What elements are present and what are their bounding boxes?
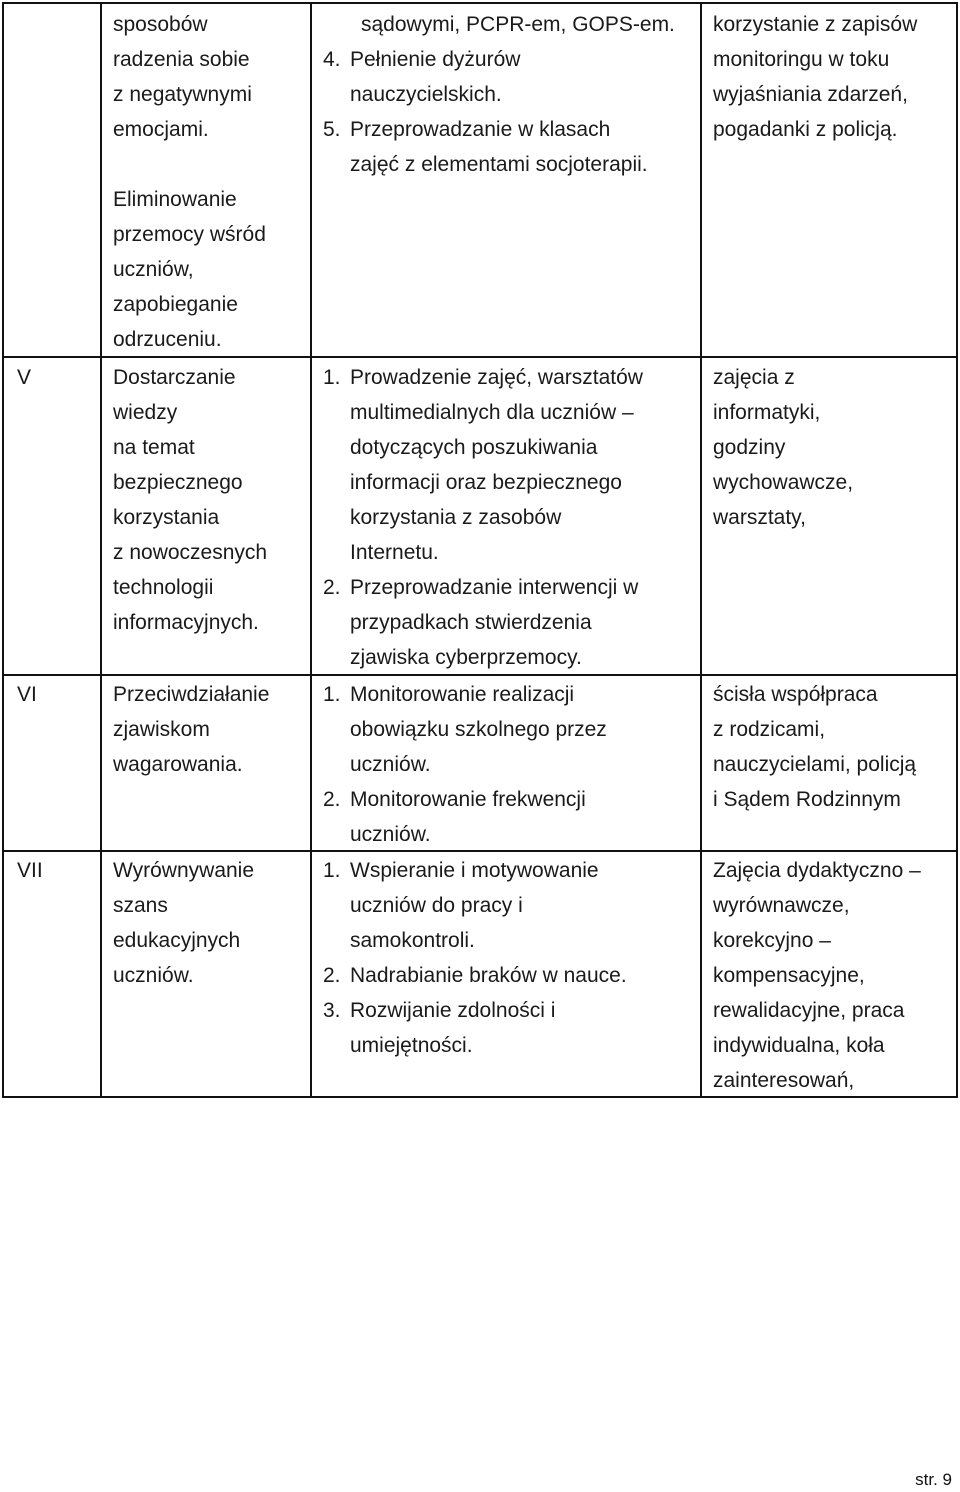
page-number: str. 9: [915, 1470, 952, 1489]
tasks-cell: [312, 358, 700, 674]
goal-line: Eliminowanie: [113, 188, 237, 211]
task-item: [312, 677, 700, 782]
row-number-cell: [4, 358, 100, 674]
program-table: [2, 2, 958, 1098]
forms-cell: [702, 4, 956, 356]
goal-line: Wyrównywanie: [113, 859, 255, 882]
task-number: 5.: [323, 118, 341, 141]
table-row: [4, 4, 956, 358]
row-number-cell: [4, 852, 100, 1096]
column-divider: [700, 4, 702, 1096]
task-item: [312, 993, 700, 1063]
form-line: zajęcia z: [713, 366, 795, 389]
goal-line: na temat: [113, 436, 195, 459]
table-row: [4, 358, 956, 676]
forms-cell: [702, 358, 956, 674]
task-item: [312, 570, 700, 675]
task-line: uczniów do pracy i: [350, 894, 523, 917]
tasks-cell: [312, 676, 700, 850]
table-row: [4, 676, 956, 852]
task-number: 2.: [323, 576, 341, 599]
tasks-cell: [312, 4, 700, 356]
task-line: Wspieranie i motywowanie: [350, 859, 599, 882]
form-line: zainteresowań,: [713, 1069, 855, 1092]
task-line: informacji oraz bezpiecznego: [350, 471, 622, 494]
goal-line: uczniów.: [113, 964, 194, 987]
task-line: Monitorowanie frekwencji: [350, 788, 586, 811]
goal-line: uczniów,: [113, 258, 194, 281]
task-line: korzystania z zasobów: [350, 506, 562, 529]
goal-line: wagarowania.: [113, 753, 243, 776]
row-number-cell: [4, 676, 100, 850]
form-line: Zajęcia dydaktyczno –: [713, 859, 921, 882]
goal-line: wiedzy: [113, 401, 178, 424]
task-item: [312, 958, 700, 993]
table-row: [4, 852, 956, 1096]
task-line: samokontroli.: [350, 929, 475, 952]
goal-line: korzystania: [113, 506, 220, 529]
row-number: V: [17, 366, 32, 389]
task-line: nauczycielskich.: [350, 83, 502, 106]
goal-line: technologii: [113, 576, 214, 599]
goal-line: przemocy wśród: [113, 223, 266, 246]
goal-line: bezpiecznego: [113, 471, 243, 494]
form-line: wychowawcze,: [713, 471, 854, 494]
goal-line: odrzuceniu.: [113, 328, 222, 351]
task-item: [312, 42, 700, 112]
form-line: wyjaśniania zdarzeń,: [713, 83, 908, 106]
goal-cell: [102, 852, 310, 1096]
form-line: rewalidacyjne, praca: [713, 999, 905, 1022]
task-line: zajęć z elementami socjoterapii.: [350, 153, 648, 176]
tasks-cell: [312, 852, 700, 1096]
goal-line: zapobieganie: [113, 293, 238, 316]
goal-cell: [102, 4, 310, 356]
goal-line: z nowoczesnych: [113, 541, 268, 564]
goal-line: zjawiskom: [113, 718, 210, 741]
task-line: Monitorowanie realizacji: [350, 683, 575, 706]
task-item: [312, 782, 700, 852]
task-number: 2.: [323, 788, 341, 811]
goal-line: z negatywnymi: [113, 83, 252, 106]
task-line: uczniów.: [350, 823, 431, 846]
goal-cell: [102, 676, 310, 850]
task-number: 1.: [323, 366, 341, 389]
task-line: Rozwijanie zdolności i: [350, 999, 556, 1022]
forms-cell: [702, 852, 956, 1096]
task-line: przypadkach stwierdzenia: [350, 611, 592, 634]
goal-cell: [102, 358, 310, 674]
form-line: monitoringu w toku: [713, 48, 890, 71]
forms-cell: [702, 676, 956, 850]
column-divider: [100, 4, 102, 1096]
goal-line: Przeciwdziałanie: [113, 683, 270, 706]
task-line: uczniów.: [350, 753, 431, 776]
task-line: multimedialnych dla uczniów –: [350, 401, 634, 424]
row-number: VI: [17, 683, 37, 706]
goal-line: emocjami.: [113, 118, 209, 141]
goal-line: radzenia sobie: [113, 48, 250, 71]
task-line: Pełnienie dyżurów: [350, 48, 521, 71]
task-line: umiejętności.: [350, 1034, 473, 1057]
form-line: ścisła współpraca: [713, 683, 878, 706]
task-item: [312, 360, 700, 570]
form-line: godziny: [713, 436, 786, 459]
task-line: Internetu.: [350, 541, 439, 564]
task-line: dotyczących poszukiwania: [350, 436, 598, 459]
form-line: kompensacyjne,: [713, 964, 865, 987]
form-line: nauczycielami, policją: [713, 753, 917, 776]
form-line: i Sądem Rodzinnym: [713, 788, 901, 811]
goal-line: informacyjnych.: [113, 611, 259, 634]
task-item: [312, 112, 700, 182]
form-line: z rodzicami,: [713, 718, 826, 741]
row-number: VII: [17, 859, 43, 882]
task-line: obowiązku szkolnego przez: [350, 718, 607, 741]
goal-line: Dostarczanie: [113, 366, 236, 389]
form-line: warsztaty,: [713, 506, 806, 529]
form-line: korzystanie z zapisów: [713, 13, 918, 36]
task-number: 1.: [323, 683, 341, 706]
task-item: [312, 853, 700, 958]
task-number: 1.: [323, 859, 341, 882]
goal-line: sposobów: [113, 13, 208, 36]
task-number: 3.: [323, 999, 341, 1022]
task-line: Prowadzenie zajęć, warsztatów: [350, 366, 643, 389]
row-number: [4, 4, 100, 7]
row-number-cell: [4, 4, 100, 356]
form-line: indywidualna, koła: [713, 1034, 885, 1057]
task-number: 4.: [323, 48, 341, 71]
form-line: informatyki,: [713, 401, 821, 424]
column-divider: [310, 4, 312, 1096]
goal-line: edukacyjnych: [113, 929, 241, 952]
task-line: zjawiska cyberprzemocy.: [350, 646, 582, 669]
task-line: Przeprowadzanie interwencji w: [350, 576, 639, 599]
task-line: Przeprowadzanie w klasach: [350, 118, 611, 141]
task-continuation: sądowymi, PCPR-em, GOPS-em.: [361, 13, 675, 36]
form-line: pogadanki z policją.: [713, 118, 898, 141]
task-line: Nadrabianie braków w nauce.: [350, 964, 627, 987]
goal-line: szans: [113, 894, 168, 917]
task-number: 2.: [323, 964, 341, 987]
form-line: wyrównawcze,: [713, 894, 850, 917]
form-line: korekcyjno –: [713, 929, 831, 952]
